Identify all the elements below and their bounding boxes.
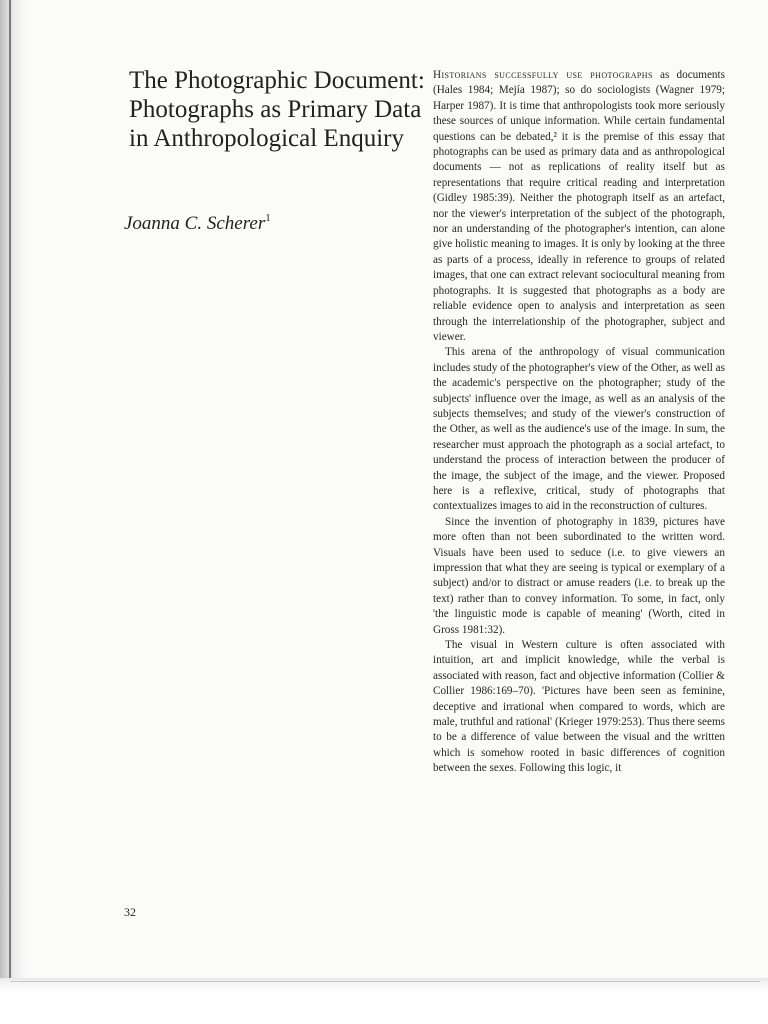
body-paragraph-4: The visual in Western culture is often associated with intuition, art and implicit knowledge, while the verbal is associated with reason, fact and objective information (Collier & Collier 1986:169–70). 'Pictures have been seen as feminine, deceptive and irrational when compared to words, which are male, truthful and rational' (Krieger 1979:253). Thus there seems to be a difference of value between the visual and the written which is somehow rooted in basic differences of cognition between the sexes. Following this logic, it xyxy=(433,639,725,775)
book-binding-shadow xyxy=(0,0,26,990)
page-bottom-edge xyxy=(0,978,768,1024)
lead-in-small-caps: Historians successfully use photographs xyxy=(433,69,653,81)
page-number: 32 xyxy=(124,905,136,919)
paragraph-1-text: as documents (Hales 1984; Mejía 1987); so do sociologists (Wagner 1979; Harper 1987). It is time that anthropologists took more seriously these sources of unique information. While certain fundamental questions can be debated,² it is the premise of this essay that photographs can be used as primary data and as anthropological documents — not as replications of reality itself but as representations that require critical reading and interpretation (Gidley 1985:39). Neither the photograph itself as an artefact, nor the viewer's interpretation of the subject of the photograph, nor an understanding of the photographer's intention, can alone give holistic meaning to images. It is only by looking at the three as parts of a process, ideally in reference to groups of related images, that one can extract relevant sociocultural meaning from photographs. It is suggested that photographs as a body are reliable evidence open to analysis and interpretation as seen through the interrelationship of the photographer, subject and viewer. xyxy=(433,69,725,343)
body-paragraph-3: Since the invention of photography in 1839, pictures have more often than not been subordinated to the written word. Visuals have been used to seduce (i.e. to give viewers an impression that what they are seeing is typical or exemplary of a subject) and/or to distract or amuse readers (i.e. to break up the text) rather than to convey information. To some, in fact, only 'the linguistic mode is capable of meaning' (Worth, cited in Gross 1981:32). xyxy=(433,515,725,636)
body-text-column xyxy=(433,68,725,777)
article-title: The Photographic Document: Photographs as Primary Data in Anthropological Enquiry xyxy=(129,67,425,152)
author-name: Joanna C. Scherer xyxy=(124,213,266,234)
book-binding-line xyxy=(9,0,11,985)
body-paragraph-2: This arena of the anthropology of visual communication includes study of the photographer's view of the Other, as well as the academic's perspective on the photographer; study of the subjects' influence over the image, as well as an analysis of the subjects themselves; and study of the viewer's construction of the Other, as well as the audience's use of the image. In sum, the researcher must approach the photograph as a social artefact, to understand the process of interaction between the producer of the image, the subject of the image, and the viewer. Proposed here is a reflexive, critical, study of photographs that contextualizes images to aid in the reconstruction of cultures. xyxy=(433,346,725,513)
page-bottom-line xyxy=(10,981,760,982)
author-footnote-marker: 1 xyxy=(265,212,271,224)
article-author xyxy=(124,212,424,235)
body-paragraph-1 xyxy=(433,68,725,345)
